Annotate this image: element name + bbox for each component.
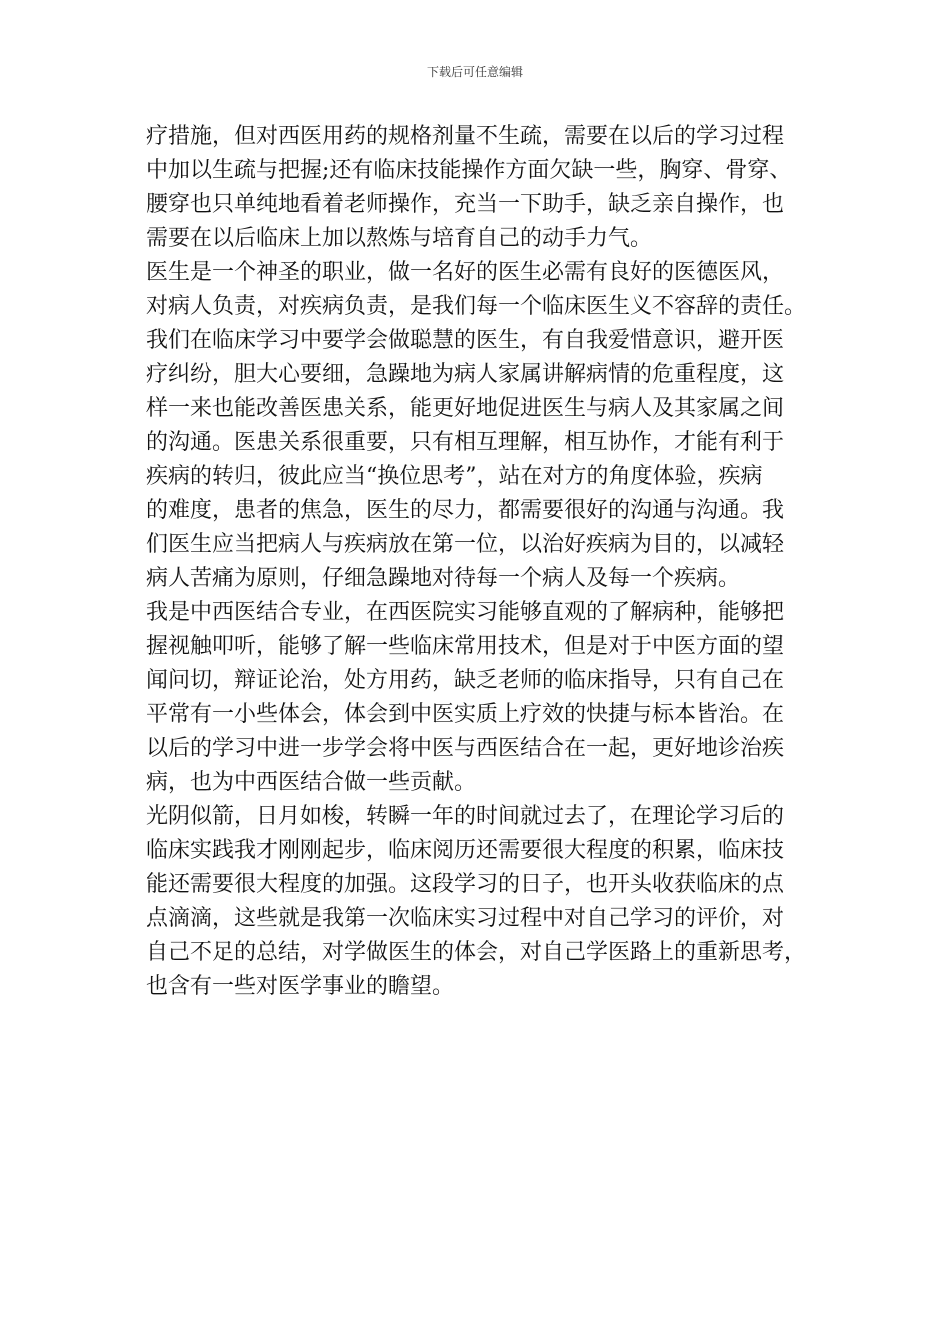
text-line: 光阴似箭，日月如梭，转瞬一年的时间就过去了，在理论学习后的	[146, 804, 785, 829]
text-line: 闻问切，辩证论治，处方用药，缺乏老师的临床指导，只有自己在	[146, 668, 785, 693]
text-line: 握视触叩听，能够了解一些临床常用技术，但是对于中医方面的望	[146, 634, 785, 659]
text-line: 腰穿也只单纯地看着老师操作，充当一下助手，缺乏亲自操作，也	[146, 192, 785, 217]
text-line: 需要在以后临床上加以熬炼与培育自己的动手力气。	[146, 226, 653, 251]
text-line: 也含有一些对医学事业的瞻望。	[146, 974, 455, 999]
text-line: 能还需要很大程度的加强。这段学习的日子，也开头收获临床的点	[146, 872, 785, 897]
text-line: 医生是一个神圣的职业，做一名好的医生必需有良好的医德医风，	[146, 260, 785, 285]
text-line: 对病人负责，对疾病负责，是我们每一个临床医生义不容辞的责任。	[146, 294, 807, 319]
text-line: 我是中西医结合专业，在西医院实习能够直观的了解病种，能够把	[146, 600, 785, 625]
text-line: 疗纠纷，胆大心要细，急躁地为病人家属讲解病情的危重程度，这	[146, 362, 785, 387]
text-line: 以后的学习中进一步学会将中医与西医结合在一起，更好地诊治疾	[146, 736, 785, 761]
text-line: 病人苦痛为原则，仔细急躁地对待每一个病人及每一个疾病。	[146, 566, 741, 591]
text-line: 自己不足的总结，对学做医生的体会，对自己学医路上的重新思考，	[146, 940, 807, 965]
page-header: 下载后可任意编辑	[426, 65, 523, 79]
text-line: 疾病的转归，彼此应当“换位思考”，站在对方的角度体验，疾病	[146, 464, 763, 489]
text-line: 病，也为中西医结合做一些贡献。	[146, 770, 477, 795]
document-body	[146, 120, 826, 1004]
text-line: 临床实践我才刚刚起步，临床阅历还需要很大程度的积累，临床技	[146, 838, 785, 863]
text-line: 点滴滴，这些就是我第一次临床实习过程中对自己学习的评价，对	[146, 906, 785, 931]
text-line: 中加以生疏与把握;还有临床技能操作方面欠缺一些，胸穿、骨穿、	[146, 158, 792, 183]
text-line: 们医生应当把病人与疾病放在第一位，以治好疾病为目的，以减轻	[146, 532, 785, 557]
text-line: 我们在临床学习中要学会做聪慧的医生，有自我爱惜意识，避开医	[146, 328, 785, 353]
text-line: 平常有一小些体会，体会到中医实质上疗效的快捷与标本皆治。在	[146, 702, 785, 727]
text-line: 的难度，患者的焦急，医生的尽力，都需要很好的沟通与沟通。我	[146, 498, 785, 523]
text-line: 样一来也能改善医患关系，能更好地促进医生与病人及其家属之间	[146, 396, 785, 421]
text-line: 疗措施，但对西医用药的规格剂量不生疏，需要在以后的学习过程	[146, 124, 785, 149]
text-line: 的沟通。医患关系很重要，只有相互理解，相互协作，才能有利于	[146, 430, 785, 455]
